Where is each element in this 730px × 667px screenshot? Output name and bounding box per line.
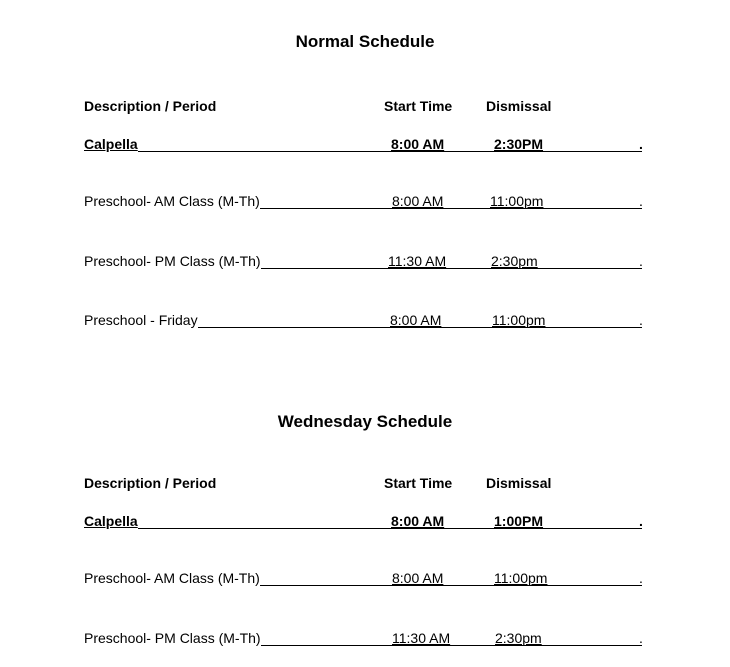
row-label: Preschool- AM Class (M-Th)	[84, 570, 260, 586]
dismissal-time: 2:30PM	[494, 136, 544, 152]
schedule-row	[84, 253, 642, 269]
dismissal-time: 1:00PM	[494, 513, 544, 529]
schedule-row	[84, 136, 642, 152]
schedule-row	[84, 570, 642, 586]
row-label: Preschool - Friday	[84, 312, 198, 328]
row-end-mark: .	[639, 312, 643, 328]
start-time: 11:30 AM	[392, 630, 451, 646]
row-end-mark: .	[639, 570, 643, 586]
header-dismissal: Dismissal	[486, 98, 552, 114]
header-dismissal: Dismissal	[486, 475, 552, 491]
dismissal-time: 2:30pm	[495, 630, 542, 646]
dismissal-time: 11:00pm	[492, 312, 546, 328]
start-time: 8:00 AM	[391, 513, 445, 529]
dismissal-time: 11:00pm	[490, 193, 544, 209]
schedule-row	[84, 312, 642, 328]
row-end-mark: .	[639, 630, 643, 646]
underline	[261, 253, 642, 269]
schedule-row	[84, 630, 642, 646]
underline	[261, 630, 642, 646]
start-time: 8:00 AM	[391, 136, 445, 152]
start-time: 8:00 AM	[392, 193, 444, 209]
underline	[138, 513, 642, 529]
row-label: Calpella	[84, 513, 138, 529]
wednesday-schedule-title: Wednesday Schedule	[277, 412, 453, 431]
start-time: 8:00 AM	[390, 312, 442, 328]
underline	[260, 193, 642, 209]
underline	[138, 136, 642, 152]
normal-schedule-title: Normal Schedule	[295, 32, 435, 51]
schedule-row	[84, 193, 642, 209]
row-end-mark: .	[639, 253, 643, 269]
row-label: Preschool- PM Class (M-Th)	[84, 253, 261, 269]
row-end-mark: .	[639, 193, 643, 209]
row-end-mark: .	[639, 136, 643, 152]
start-time: 11:30 AM	[388, 253, 447, 269]
header-start-time: Start Time	[384, 98, 453, 114]
row-end-mark: .	[639, 513, 643, 529]
header-start-time: Start Time	[384, 475, 453, 491]
start-time: 8:00 AM	[392, 570, 444, 586]
dismissal-time: 2:30pm	[491, 253, 538, 269]
underline	[260, 570, 642, 586]
header-description: Description / Period	[84, 475, 217, 491]
row-label: Calpella	[84, 136, 138, 152]
row-label: Preschool- PM Class (M-Th)	[84, 630, 261, 646]
header-description: Description / Period	[84, 98, 217, 114]
row-label: Preschool- AM Class (M-Th)	[84, 193, 260, 209]
schedule-row	[84, 513, 642, 529]
dismissal-time: 11:00pm	[494, 570, 548, 586]
